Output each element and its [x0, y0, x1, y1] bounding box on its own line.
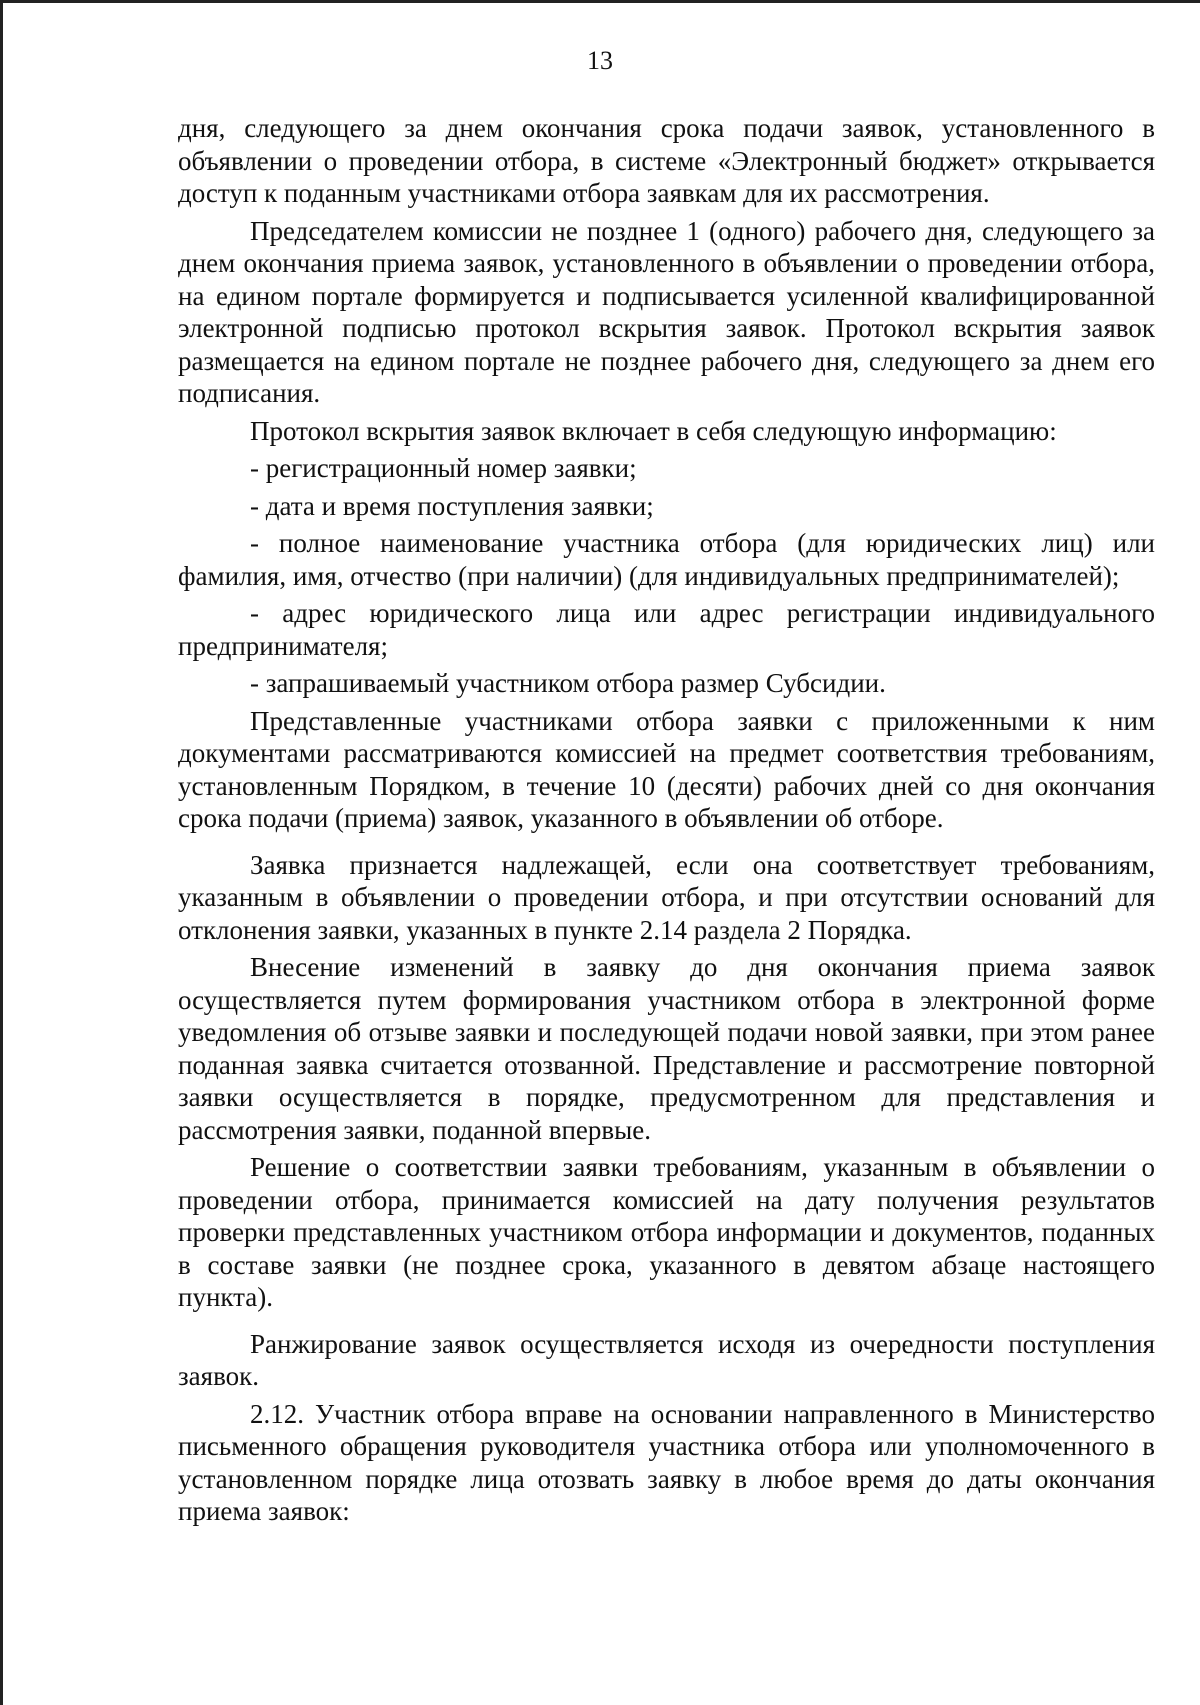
- scan-top-edge: [0, 0, 1200, 3]
- page-number: 13: [587, 46, 613, 75]
- list-item-full-name: - полное наименование участника отбора (для юридических лиц) или фамилия, имя, отчество (при наличии) (для индивидуальных предпринимателей);: [178, 528, 1155, 591]
- document-body: [178, 112, 1155, 1528]
- paragraph-ranking: Ранжирование заявок осуществляется исходя из очередности поступления заявок.: [178, 1328, 1155, 1391]
- paragraph-decision: Решение о соответствии заявки требованиям, указанным в объявлении о проведении отбора, принимается комиссией на дату получения результатов проверки представленных участником отбора информации и документов, поданных в составе заявки (не позднее срока, указанного в девятом абзаце настоящего пункта).: [178, 1152, 1155, 1312]
- paragraph-3: Протокол вскрытия заявок включает в себя следующую информацию:: [250, 415, 1057, 446]
- paragraph-section-2-12: 2.12. Участник отбора вправе на основании направленного в Министерство письменного обращения руководителя участника отбора или уполномоченного в установленном порядке лица отозвать заявку в любое время до даты окончания приема заявок:: [178, 1398, 1155, 1526]
- list-item-address: - адрес юридического лица или адрес регистрации индивидуального предпринимателя;: [178, 598, 1155, 661]
- scan-left-edge: [0, 0, 3, 1705]
- list-item-subsidy-amount: - запрашиваемый участником отбора размер Субсидии.: [250, 668, 886, 698]
- paragraph-1: дня, следующего за днем окончания срока подачи заявок, установленного в объявлении о проведении отбора, в системе «Электронный бюджет» открывается доступ к поданным участниками отбора заявкам для их рассмотрения.: [178, 113, 1155, 208]
- paragraph-proper-application: Заявка признается надлежащей, если она соответствует требованиям, указанным в объявлении о проведении отбора, и при отсутствии оснований для отклонения заявки, указанных в пункте 2.14 раздела 2 Порядка.: [178, 849, 1155, 945]
- paragraph-2: Председателем комиссии не позднее 1 (одного) рабочего дня, следующего за днем окончания приема заявок, установленного в объявлении о проведении отбора, на едином портале формируется и подписывается усиленной квалифицированной электронной подписью протокол вскрытия заявок. Протокол вскрытия заявок размещается на едином портале не позднее рабочего дня, следующего за днем его подписания.: [178, 215, 1155, 408]
- paragraph-changes: Внесение изменений в заявку до дня окончания приема заявок осуществляется путем формирования участником отбора в электронной форме уведомления об отзыве заявки и последующей подачи новой заявки, при этом ранее поданная заявка считается отозванной. Представление и рассмотрение повторной заявки осуществляется в порядке, предусмотренном для представления и рассмотрения заявки, поданной впервые.: [178, 952, 1155, 1145]
- paragraph-review: Представленные участниками отбора заявки с приложенными к ним документами рассматриваются комиссией на предмет соответствия требованиям, установленным Порядком, в течение 10 (десяти) рабочих дней со дня окончания срока подачи (приема) заявок, указанного в объявлении об отборе.: [178, 705, 1155, 833]
- list-item-date-time: - дата и время поступления заявки;: [250, 490, 654, 521]
- list-item-registration-number: - регистрационный номер заявки;: [250, 453, 637, 483]
